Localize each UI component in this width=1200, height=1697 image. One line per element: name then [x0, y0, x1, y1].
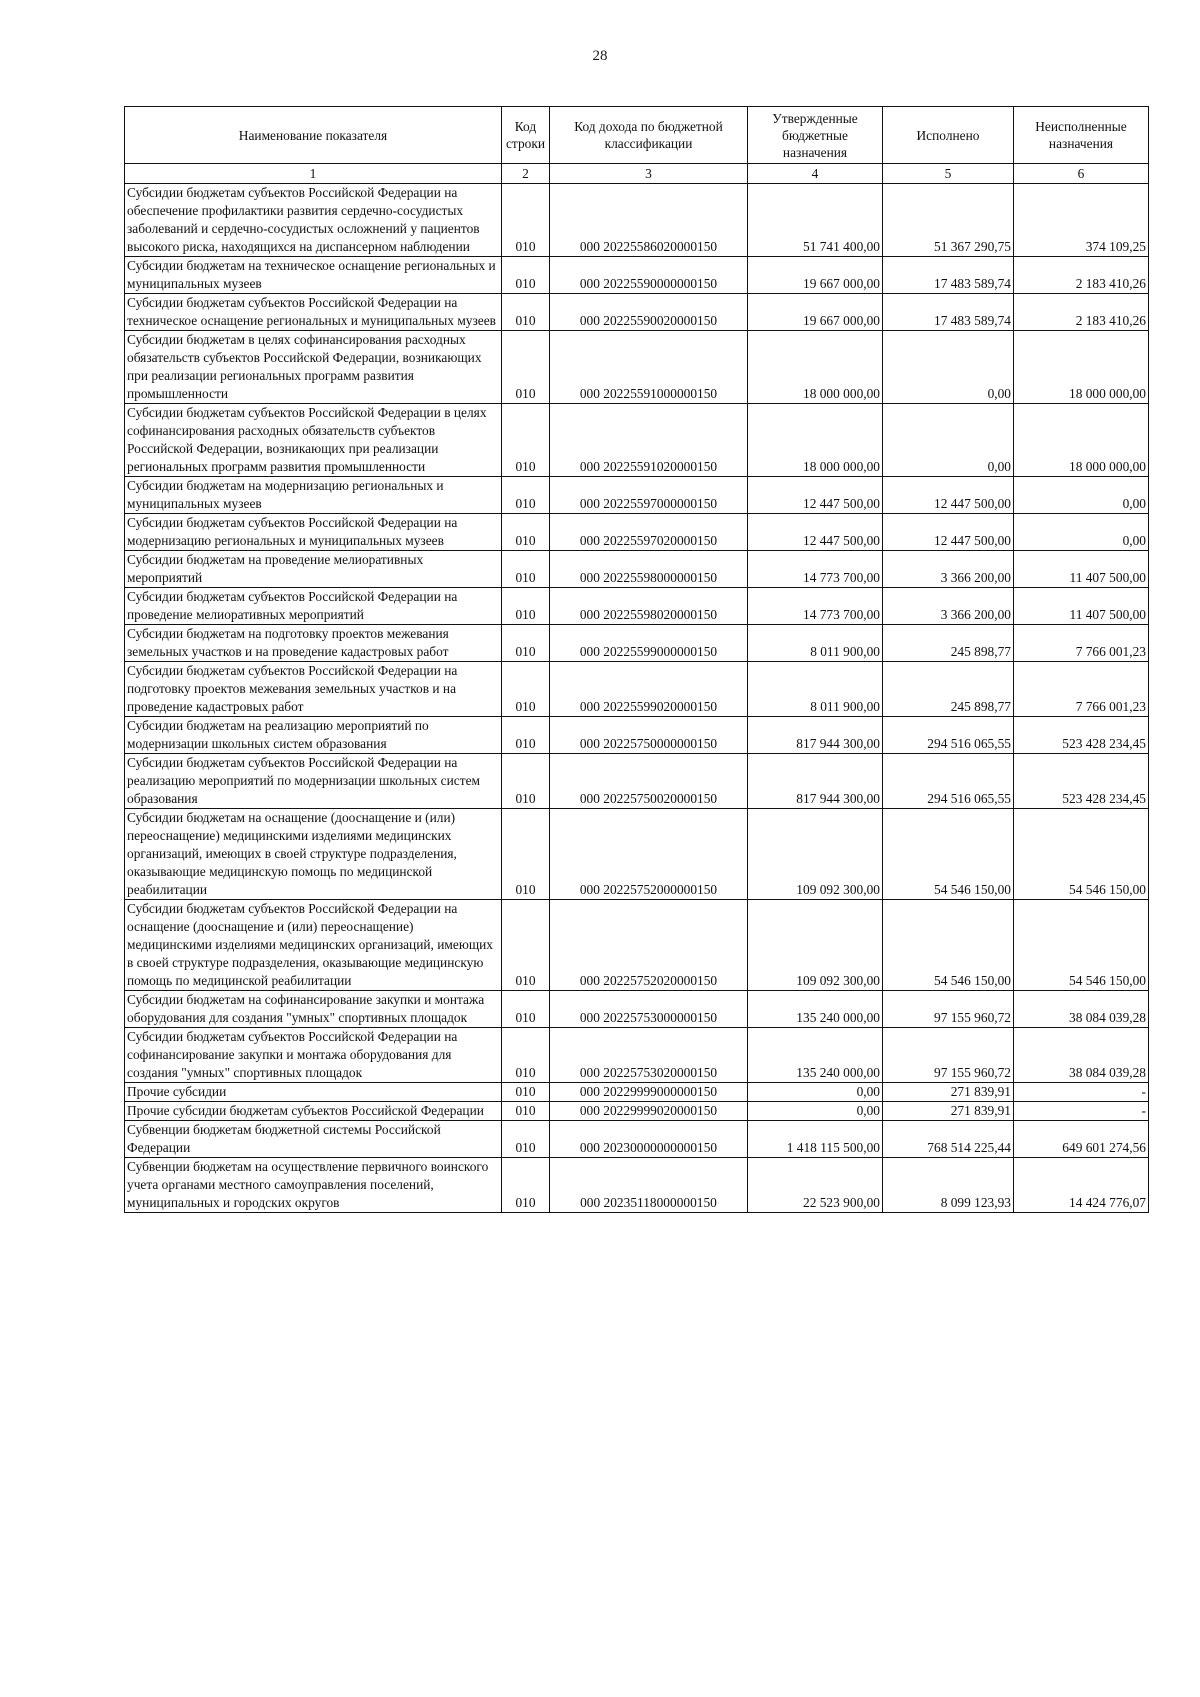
income-code: 000 20225753020000150 [550, 1028, 748, 1083]
approved-amount: 8 011 900,00 [748, 625, 883, 662]
executed-amount: 245 898,77 [883, 662, 1014, 717]
approved-amount: 8 011 900,00 [748, 662, 883, 717]
header-executed: Исполнено [883, 107, 1014, 164]
income-code: 000 20229999020000150 [550, 1102, 748, 1121]
indicator-name: Субсидии бюджетам в целях софинансирования расходных обязательств субъектов Российской Федерации, возникающих при реализации региональных программ развития промышленности [125, 331, 502, 404]
approved-amount: 12 447 500,00 [748, 514, 883, 551]
income-code: 000 20229999000000150 [550, 1083, 748, 1102]
income-code: 000 20225586020000150 [550, 184, 748, 257]
table-row [125, 257, 1149, 294]
unexecuted-amount: 374 109,25 [1014, 184, 1149, 257]
header-indicator-name: Наименование показателя [125, 107, 502, 164]
income-code: 000 20225591020000150 [550, 404, 748, 477]
indicator-name: Субвенции бюджетам бюджетной системы Российской Федерации [125, 1121, 502, 1158]
header-income-code: Код дохода по бюджетной классификации [550, 107, 748, 164]
income-code: 000 20235118000000150 [550, 1158, 748, 1213]
approved-amount: 109 092 300,00 [748, 809, 883, 900]
table-row [125, 184, 1149, 257]
unexecuted-amount: 11 407 500,00 [1014, 551, 1149, 588]
line-code: 010 [502, 662, 550, 717]
indicator-name: Субсидии бюджетам на техническое оснащение региональных и муниципальных музеев [125, 257, 502, 294]
header-unexecuted: Неисполненные назначения [1014, 107, 1149, 164]
header-row [125, 107, 1149, 164]
indicator-name: Субсидии бюджетам на проведение мелиоративных мероприятий [125, 551, 502, 588]
line-code: 010 [502, 1083, 550, 1102]
approved-amount: 19 667 000,00 [748, 294, 883, 331]
income-code: 000 20225599020000150 [550, 662, 748, 717]
unexecuted-amount: 38 084 039,28 [1014, 1028, 1149, 1083]
line-code: 010 [502, 477, 550, 514]
table-row [125, 1158, 1149, 1213]
executed-amount: 51 367 290,75 [883, 184, 1014, 257]
approved-amount: 18 000 000,00 [748, 404, 883, 477]
indicator-name: Субсидии бюджетам на модернизацию региональных и муниципальных музеев [125, 477, 502, 514]
column-number: 4 [748, 164, 883, 184]
table-row [125, 404, 1149, 477]
approved-amount: 0,00 [748, 1102, 883, 1121]
table-row [125, 551, 1149, 588]
indicator-name: Субсидии бюджетам субъектов Российской Федерации на оснащение (дооснащение и (или) переоснащение) медицинскими изделиями медицинских организаций, имеющих в своей структуре подразделения, оказывающие медицинскую помощь по медицинской реабилитации [125, 900, 502, 991]
executed-amount: 17 483 589,74 [883, 257, 1014, 294]
line-code: 010 [502, 184, 550, 257]
income-code: 000 20225599000000150 [550, 625, 748, 662]
line-code: 010 [502, 1158, 550, 1213]
executed-amount: 8 099 123,93 [883, 1158, 1014, 1213]
executed-amount: 294 516 065,55 [883, 754, 1014, 809]
executed-amount: 12 447 500,00 [883, 514, 1014, 551]
indicator-name: Субсидии бюджетам на оснащение (дооснащение и (или) переоснащение) медицинскими изделиями медицинских организаций, имеющих в своей структуре подразделения, оказывающие медицинскую помощь по медицинской реабилитации [125, 809, 502, 900]
unexecuted-amount: 18 000 000,00 [1014, 404, 1149, 477]
executed-amount: 12 447 500,00 [883, 477, 1014, 514]
approved-amount: 22 523 900,00 [748, 1158, 883, 1213]
indicator-name: Субвенции бюджетам на осуществление первичного воинского учета органами местного самоуправления поселений, муниципальных и городских округов [125, 1158, 502, 1213]
unexecuted-amount: 0,00 [1014, 477, 1149, 514]
executed-amount: 294 516 065,55 [883, 717, 1014, 754]
line-code: 010 [502, 551, 550, 588]
approved-amount: 12 447 500,00 [748, 477, 883, 514]
table-row [125, 1028, 1149, 1083]
column-number: 1 [125, 164, 502, 184]
executed-amount: 0,00 [883, 331, 1014, 404]
table-row [125, 477, 1149, 514]
approved-amount: 817 944 300,00 [748, 717, 883, 754]
unexecuted-amount: 54 546 150,00 [1014, 900, 1149, 991]
line-code: 010 [502, 754, 550, 809]
executed-amount: 3 366 200,00 [883, 588, 1014, 625]
line-code: 010 [502, 1028, 550, 1083]
income-code: 000 20225598000000150 [550, 551, 748, 588]
approved-amount: 135 240 000,00 [748, 1028, 883, 1083]
executed-amount: 54 546 150,00 [883, 900, 1014, 991]
executed-amount: 245 898,77 [883, 625, 1014, 662]
unexecuted-amount: 14 424 776,07 [1014, 1158, 1149, 1213]
unexecuted-amount: 2 183 410,26 [1014, 257, 1149, 294]
executed-amount: 97 155 960,72 [883, 1028, 1014, 1083]
executed-amount: 3 366 200,00 [883, 551, 1014, 588]
income-code: 000 20225591000000150 [550, 331, 748, 404]
unexecuted-amount: 523 428 234,45 [1014, 754, 1149, 809]
approved-amount: 817 944 300,00 [748, 754, 883, 809]
indicator-name: Субсидии бюджетам субъектов Российской Федерации на софинансирование закупки и монтажа оборудования для создания "умных" спортивных площадок [125, 1028, 502, 1083]
approved-amount: 19 667 000,00 [748, 257, 883, 294]
table-row [125, 294, 1149, 331]
indicator-name: Прочие субсидии [125, 1083, 502, 1102]
table-row [125, 588, 1149, 625]
executed-amount: 17 483 589,74 [883, 294, 1014, 331]
income-code: 000 20225590000000150 [550, 257, 748, 294]
column-number-row [125, 164, 1149, 184]
line-code: 010 [502, 717, 550, 754]
executed-amount: 271 839,91 [883, 1083, 1014, 1102]
approved-amount: 18 000 000,00 [748, 331, 883, 404]
unexecuted-amount: 7 766 001,23 [1014, 662, 1149, 717]
line-code: 010 [502, 294, 550, 331]
indicator-name: Субсидии бюджетам на софинансирование закупки и монтажа оборудования для создания "умных" спортивных площадок [125, 991, 502, 1028]
executed-amount: 768 514 225,44 [883, 1121, 1014, 1158]
line-code: 010 [502, 900, 550, 991]
unexecuted-amount: 523 428 234,45 [1014, 717, 1149, 754]
income-code: 000 20225750000000150 [550, 717, 748, 754]
approved-amount: 135 240 000,00 [748, 991, 883, 1028]
indicator-name: Субсидии бюджетам субъектов Российской Федерации на техническое оснащение региональных и муниципальных музеев [125, 294, 502, 331]
column-number: 6 [1014, 164, 1149, 184]
line-code: 010 [502, 257, 550, 294]
table-row [125, 1121, 1149, 1158]
unexecuted-amount: 0,00 [1014, 514, 1149, 551]
table-row [125, 625, 1149, 662]
income-code: 000 20225752020000150 [550, 900, 748, 991]
income-code: 000 20225752000000150 [550, 809, 748, 900]
table-body [125, 184, 1149, 1213]
column-number: 2 [502, 164, 550, 184]
table-row [125, 900, 1149, 991]
column-number: 3 [550, 164, 748, 184]
line-code: 010 [502, 809, 550, 900]
approved-amount: 109 092 300,00 [748, 900, 883, 991]
line-code: 010 [502, 588, 550, 625]
table-row [125, 662, 1149, 717]
indicator-name: Субсидии бюджетам субъектов Российской Федерации в целях софинансирования расходных обязательств субъектов Российской Федерации, возникающих при реализации региональных программ развития промышленности [125, 404, 502, 477]
executed-amount: 54 546 150,00 [883, 809, 1014, 900]
table-row [125, 514, 1149, 551]
line-code: 010 [502, 514, 550, 551]
header-approved: Утвержденные бюджетные назначения [748, 107, 883, 164]
budget-execution-table [124, 106, 1149, 1213]
indicator-name: Субсидии бюджетам на подготовку проектов межевания земельных участков и на проведение кадастровых работ [125, 625, 502, 662]
indicator-name: Субсидии бюджетам субъектов Российской Федерации на обеспечение профилактики развития сердечно-сосудистых заболеваний и сердечно-сосудистых осложнений у пациентов высокого риска, находящихся на диспансерном наблюдении [125, 184, 502, 257]
income-code: 000 20225750020000150 [550, 754, 748, 809]
unexecuted-amount: 18 000 000,00 [1014, 331, 1149, 404]
indicator-name: Субсидии бюджетам субъектов Российской Федерации на реализацию мероприятий по модернизации школьных систем образования [125, 754, 502, 809]
table-row [125, 331, 1149, 404]
approved-amount: 14 773 700,00 [748, 588, 883, 625]
table-row [125, 1102, 1149, 1121]
unexecuted-amount: - [1014, 1102, 1149, 1121]
approved-amount: 1 418 115 500,00 [748, 1121, 883, 1158]
indicator-name: Субсидии бюджетам на реализацию мероприятий по модернизации школьных систем образования [125, 717, 502, 754]
table-row [125, 991, 1149, 1028]
table-row [125, 809, 1149, 900]
unexecuted-amount: 11 407 500,00 [1014, 588, 1149, 625]
table-row [125, 1083, 1149, 1102]
page-number: 28 [592, 48, 608, 64]
unexecuted-amount: 54 546 150,00 [1014, 809, 1149, 900]
line-code: 010 [502, 404, 550, 477]
line-code: 010 [502, 331, 550, 404]
executed-amount: 97 155 960,72 [883, 991, 1014, 1028]
approved-amount: 0,00 [748, 1083, 883, 1102]
line-code: 010 [502, 625, 550, 662]
table-row [125, 754, 1149, 809]
income-code: 000 20225753000000150 [550, 991, 748, 1028]
indicator-name: Субсидии бюджетам субъектов Российской Федерации на модернизацию региональных и муниципальных музеев [125, 514, 502, 551]
column-number: 5 [883, 164, 1014, 184]
executed-amount: 271 839,91 [883, 1102, 1014, 1121]
income-code: 000 20225597020000150 [550, 514, 748, 551]
header-line-code: Код строки [502, 107, 550, 164]
approved-amount: 51 741 400,00 [748, 184, 883, 257]
line-code: 010 [502, 1102, 550, 1121]
executed-amount: 0,00 [883, 404, 1014, 477]
unexecuted-amount: 7 766 001,23 [1014, 625, 1149, 662]
approved-amount: 14 773 700,00 [748, 551, 883, 588]
line-code: 010 [502, 991, 550, 1028]
indicator-name: Субсидии бюджетам субъектов Российской Федерации на подготовку проектов межевания земельных участков и на проведение кадастровых работ [125, 662, 502, 717]
indicator-name: Субсидии бюджетам субъектов Российской Федерации на проведение мелиоративных мероприятий [125, 588, 502, 625]
income-code: 000 20225590020000150 [550, 294, 748, 331]
income-code: 000 20230000000000150 [550, 1121, 748, 1158]
table-row [125, 717, 1149, 754]
income-code: 000 20225597000000150 [550, 477, 748, 514]
unexecuted-amount: - [1014, 1083, 1149, 1102]
unexecuted-amount: 38 084 039,28 [1014, 991, 1149, 1028]
unexecuted-amount: 649 601 274,56 [1014, 1121, 1149, 1158]
indicator-name: Прочие субсидии бюджетам субъектов Российской Федерации [125, 1102, 502, 1121]
unexecuted-amount: 2 183 410,26 [1014, 294, 1149, 331]
line-code: 010 [502, 1121, 550, 1158]
income-code: 000 20225598020000150 [550, 588, 748, 625]
